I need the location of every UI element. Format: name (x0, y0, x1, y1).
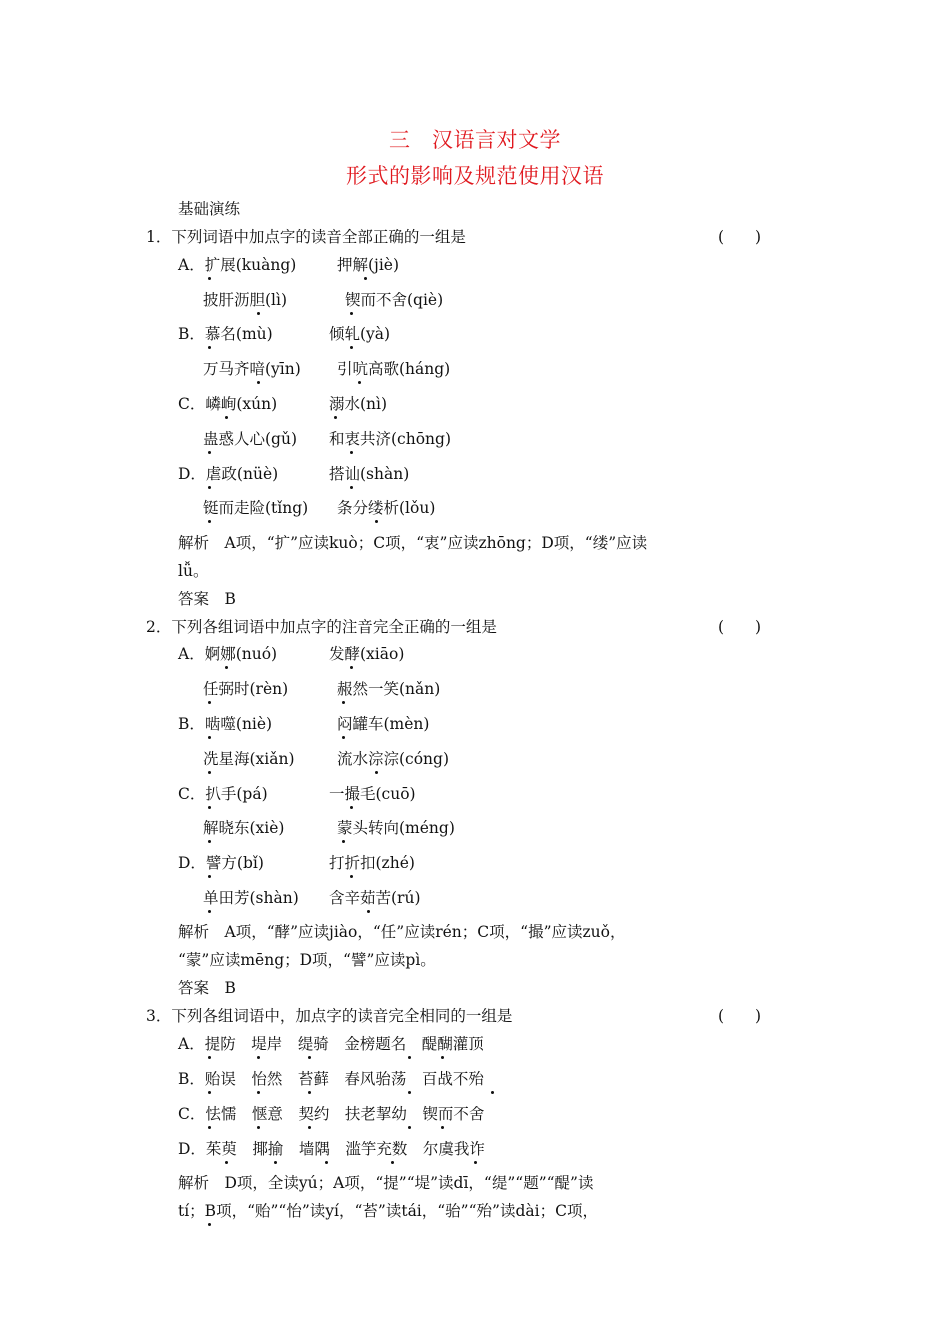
emphasis-dot (208, 806, 211, 809)
emphasis-dot (208, 520, 211, 523)
emphasis-dot (308, 1126, 311, 1129)
q3-answer-blank: ( ) (718, 1007, 762, 1025)
emphasis-dot (208, 910, 211, 913)
q2-option-d-1: D．譬方(bǐ) (178, 854, 264, 872)
q1-answer-blank: ( ) (718, 228, 762, 246)
q2-option-c-1: C．扒手(pá) (178, 785, 268, 803)
emphasis-dot (350, 312, 353, 315)
q2-option-b-1: B．啮噬(niè) (178, 715, 273, 733)
q2-option-d-2: 打折扣(zhé) (329, 854, 415, 872)
q2-option-d-3: 单田芳(shàn) (203, 889, 299, 907)
q1-option-b-2: 倾轧(yà) (329, 325, 391, 343)
q2-answer: 答案 B (178, 979, 236, 997)
q1-option-b-4: 引吭高歌(háng) (337, 360, 451, 378)
emphasis-dot (308, 1056, 311, 1059)
emphasis-dot (257, 381, 260, 384)
q1-option-d-1: D．虐政(nüè) (178, 465, 279, 483)
q1-option-c-3: 蛊惑人心(gǔ) (203, 430, 297, 448)
q1-option-d-2: 搭讪(shàn) (329, 465, 410, 483)
q2-option-c-4: 蒙头转向(méng) (337, 819, 455, 837)
q1-option-c-4: 和衷共济(chōng) (329, 430, 451, 448)
emphasis-dot (257, 1126, 260, 1129)
q3-analysis-1: 解析 D项，全读yú；A项，“提”“堤”读dī，“缇”“题”“醍”读 (178, 1174, 594, 1192)
q1-option-a-1: A．扩展(kuàng) (178, 256, 297, 274)
emphasis-dot (375, 520, 378, 523)
q1-stem: 1．下列词语中加点字的读音全部正确的一组是 (146, 228, 466, 246)
emphasis-dot (208, 1223, 211, 1226)
q3-option-a: A．提防 堤岸 缇骑 金榜题名 醍醐灌顶 (178, 1035, 484, 1053)
emphasis-dot (350, 451, 353, 454)
emphasis-dot (367, 910, 370, 913)
q3-stem: 3．下列各组词语中，加点字的读音完全相同的一组是 (146, 1007, 513, 1025)
emphasis-dot (408, 1126, 411, 1129)
emphasis-dot (342, 701, 345, 704)
q1-option-b-3: 万马齐喑(yīn) (203, 360, 301, 378)
q2-option-a-3: 任弼时(rèn) (203, 680, 289, 698)
q2-analysis-1: 解析 A项，“酵”应读jiào，“任”应读rén；C项，“撮”应读zuǒ， (178, 923, 626, 941)
q1-answer: 答案 B (178, 590, 236, 608)
emphasis-dot (208, 840, 211, 843)
q3-option-b: B．贻误 怡然 苔藓 春风骀荡 百战不殆 (178, 1070, 484, 1088)
q2-option-a-4: 赧然一笑(nǎn) (337, 680, 441, 698)
title-line-1: 三 汉语言对文学 (389, 128, 561, 152)
emphasis-dot (364, 277, 367, 280)
emphasis-dot (225, 666, 228, 669)
emphasis-dot (325, 1161, 328, 1164)
q3-option-c: C．怯懦 惬意 契约 扶老挈幼 锲而不舍 (178, 1105, 485, 1123)
q2-answer-blank: ( ) (718, 618, 762, 636)
emphasis-dot (342, 840, 345, 843)
emphasis-dot (350, 346, 353, 349)
emphasis-dot (257, 1091, 260, 1094)
emphasis-dot (408, 1056, 411, 1059)
q1-option-d-4: 条分缕析(lǒu) (337, 499, 436, 517)
emphasis-dot (257, 312, 260, 315)
emphasis-dot (208, 1056, 211, 1059)
emphasis-dot (491, 1091, 494, 1094)
q1-option-c-2: 溺水(nì) (329, 395, 388, 413)
q1-option-a-2: 押解(jiè) (337, 256, 400, 274)
emphasis-dot (225, 1161, 228, 1164)
q2-option-c-2: 一撮毛(cuō) (329, 785, 416, 803)
emphasis-dot (208, 701, 211, 704)
q1-option-b-1: B．慕名(mù) (178, 325, 273, 343)
emphasis-dot (257, 1056, 260, 1059)
emphasis-dot (208, 875, 211, 878)
emphasis-dot (334, 416, 337, 419)
q2-analysis-2: “蒙”应读mēng；D项，“譬”应读pì。 (178, 951, 436, 969)
q1-option-a-3: 披肝沥胆(lì) (203, 291, 288, 309)
q2-option-a-1: A．婀娜(nuó) (178, 645, 278, 663)
emphasis-dot (274, 1161, 277, 1164)
q2-option-d-4: 含辛茹苦(rú) (329, 889, 421, 907)
emphasis-dot (308, 1091, 311, 1094)
q1-option-a-4: 锲而不舍(qiè) (345, 291, 444, 309)
emphasis-dot (375, 771, 378, 774)
emphasis-dot (350, 875, 353, 878)
emphasis-dot (208, 1126, 211, 1129)
emphasis-dot (350, 806, 353, 809)
title-line-2: 形式的影响及规范使用汉语 (346, 164, 604, 188)
emphasis-dot (441, 1056, 444, 1059)
emphasis-dot (342, 736, 345, 739)
q1-analysis-1: 解析 A项，“扩”应读kuò；C项，“衷”应读zhōng；D项，“缕”应读 (178, 534, 648, 552)
q1-option-d-3: 铤而走险(tǐng) (203, 499, 309, 517)
q2-option-c-3: 解晓东(xiè) (203, 819, 285, 837)
q1-analysis-2: lǚ。 (178, 562, 209, 580)
emphasis-dot (441, 1126, 444, 1129)
section-heading: 基础演练 (178, 200, 241, 218)
emphasis-dot (350, 486, 353, 489)
emphasis-dot (208, 771, 211, 774)
emphasis-dot (408, 1091, 411, 1094)
emphasis-dot (208, 1091, 211, 1094)
emphasis-dot (208, 346, 211, 349)
q1-option-c-1: C．嶙峋(xún) (178, 395, 278, 413)
q2-option-a-2: 发酵(xiāo) (329, 645, 405, 663)
q3-option-d: D．茱萸 揶揄 墙隅 滥竽充数 尔虞我诈 (178, 1140, 485, 1158)
emphasis-dot (208, 451, 211, 454)
emphasis-dot (474, 1161, 477, 1164)
emphasis-dot (208, 486, 211, 489)
q2-option-b-4: 流水淙淙(cóng) (337, 750, 450, 768)
emphasis-dot (358, 381, 361, 384)
emphasis-dot (350, 666, 353, 669)
q2-option-b-3: 冼星海(xiǎn) (203, 750, 295, 768)
q2-option-b-2: 闷罐车(mèn) (337, 715, 430, 733)
emphasis-dot (208, 736, 211, 739)
emphasis-dot (391, 1161, 394, 1164)
emphasis-dot (208, 277, 211, 280)
q3-analysis-2: tí；B项，“贻”“怡”读yí，“苔”读tái，“骀”“殆”读dài；C项， (178, 1202, 598, 1220)
emphasis-dot (225, 416, 228, 419)
q2-stem: 2．下列各组词语中加点字的注音完全正确的一组是 (146, 618, 497, 636)
